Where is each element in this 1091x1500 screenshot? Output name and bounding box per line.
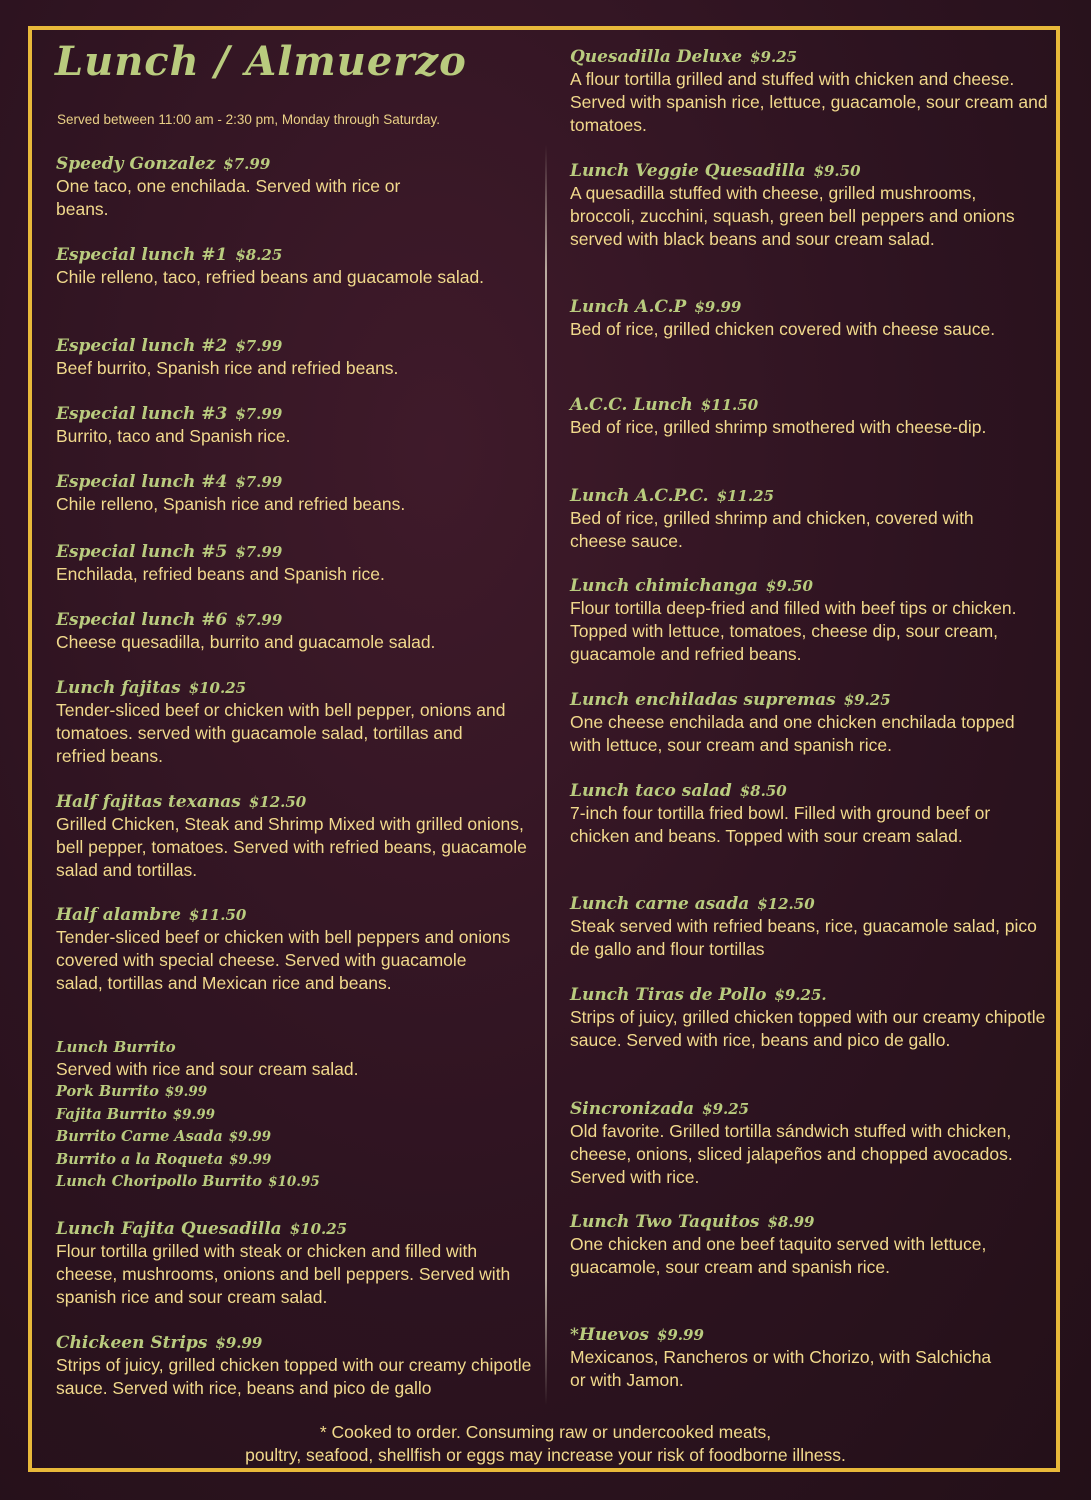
item-price: $10.25 [188, 679, 247, 697]
item-price: $7.99 [235, 611, 283, 629]
food-safety-disclaimer [0, 1421, 1091, 1467]
item-name: Especial lunch #3 $7.99 [56, 404, 283, 424]
item-price: $9.99 [656, 1326, 704, 1344]
item-price: $7.99 [223, 155, 271, 173]
item-price: $10.25 [289, 1220, 348, 1238]
item-description: One chicken and one beef taquito served with lettuce, guacamole, sour cream and spanish rice. [570, 1234, 987, 1277]
item-name: Lunch Fajita Quesadilla $10.25 [56, 1219, 348, 1239]
serving-hours: Served between 11:00 am - 2:30 pm, Monday through Saturday. [57, 112, 440, 127]
menu-item [570, 780, 1060, 848]
item-description: Bed of rice, grilled chicken covered with cheese sauce. [570, 319, 996, 339]
menu-item [56, 904, 546, 995]
menu-item [570, 1211, 1060, 1279]
item-price: $9.25 [843, 691, 891, 709]
menu-item [570, 893, 1060, 961]
item-description: Flour tortilla grilled with steak or chicken and filled with cheese, mushrooms, onions and bell peppers. Served with spanish rice and sour cream salad. [56, 1241, 511, 1307]
item-description: Bed of rice, grilled shrimp and chicken, covered with cheese sauce. [570, 508, 974, 551]
item-name: A.C.C. Lunch $11.50 [570, 395, 759, 415]
item-price: $7.99 [235, 337, 283, 355]
item-name: Especial lunch #1 $8.25 [56, 245, 283, 265]
menu-item [570, 485, 1060, 553]
item-description: Bed of rice, grilled shrimp smothered with cheese-dip. [570, 417, 987, 437]
column-divider [545, 145, 547, 1405]
item-description: Tender-sliced beef or chicken with bell pepper, onions and tomatoes. served with guacamole salad, tortillas and refried beans. [56, 700, 506, 766]
disclaimer-line: poultry, seafood, shellfish or eggs may increase your risk of foodborne illness. [245, 1445, 846, 1465]
item-name: Lunch chimichanga $9.50 [570, 576, 813, 596]
item-description: Chile relleno, Spanish rice and refried beans. [56, 494, 406, 514]
menu-item [570, 984, 1060, 1052]
menu-item [56, 609, 546, 654]
item-description: A flour tortilla grilled and stuffed with chicken and cheese. Served with spanish rice, lettuce, guacamole, sour cream and tomatoes. [570, 69, 1048, 135]
burrito-option: Lunch Choripollo Burrito $10.95 [56, 1173, 320, 1190]
burrito-option: Pork Burrito $9.99 [56, 1083, 208, 1100]
item-price: $11.50 [188, 906, 247, 924]
item-price: $9.50 [765, 577, 813, 595]
item-price: $8.99 [767, 1213, 815, 1231]
item-description: Old favorite. Grilled tortilla sándwich stuffed with chicken, cheese, onions, sliced jalapeños and chopped avocados. Served with rice. [570, 1121, 1013, 1187]
item-name: Chickeen Strips $9.99 [56, 1333, 263, 1353]
burrito-option: Burrito Carne Asada $9.99 [56, 1128, 272, 1145]
menu-item [56, 541, 546, 586]
item-description: Strips of juicy, grilled chicken topped with our creamy chipotle sauce. Served with rice, beans and pico de gallo [56, 1355, 532, 1398]
item-description: 7-inch four tortilla fried bowl. Filled with ground beef or chicken and beans. Topped with sour cream salad. [570, 803, 991, 846]
item-description: Burrito, taco and Spanish rice. [56, 426, 291, 446]
item-description: Grilled Chicken, Steak and Shrimp Mixed with grilled onions, bell pepper, tomatoes. Served with refried beans, guacamole salad and tortillas. [56, 814, 527, 880]
item-price: $7.99 [235, 405, 283, 423]
item-price: $7.99 [235, 473, 283, 491]
item-description: Mexicanos, Rancheros or with Chorizo, with Salchicha or with Jamon. [570, 1347, 992, 1390]
item-name: Especial lunch #6 $7.99 [56, 610, 283, 630]
item-description: Steak served with refried beans, rice, guacamole salad, pico de gallo and flour tortillas [570, 916, 1037, 959]
menu-item [56, 153, 546, 221]
item-name: Lunch Burrito [56, 1038, 176, 1056]
item-description: Served with rice and sour cream salad. [56, 1059, 359, 1079]
item-price: $8.25 [235, 246, 283, 264]
item-name: Lunch Veggie Quesadilla $9.50 [570, 161, 861, 181]
item-name: Half alambre $11.50 [56, 905, 247, 925]
menu-item [56, 335, 546, 380]
item-price: $9.99 [215, 1334, 263, 1352]
item-name: Lunch Tiras de Pollo $9.25. [570, 985, 827, 1005]
menu-item-burrito [56, 1036, 546, 1194]
item-price: $11.25 [716, 487, 775, 505]
item-price: $9.50 [813, 162, 861, 180]
item-price: $12.50 [248, 793, 307, 811]
item-name: Lunch Two Taquitos $8.99 [570, 1212, 815, 1232]
burrito-option: Burrito a la Roqueta $9.99 [56, 1150, 272, 1168]
menu-item [570, 689, 1060, 757]
item-name: Especial lunch #5 $7.99 [56, 542, 283, 562]
item-name: Especial lunch #2 $7.99 [56, 336, 283, 356]
item-name: Speedy Gonzalez $7.99 [56, 154, 271, 174]
item-name: Especial lunch #4 $7.99 [56, 472, 283, 492]
item-price: $9.25. [774, 986, 827, 1004]
item-price: $9.25 [750, 48, 798, 66]
item-description: Flour tortilla deep-fried and filled with beef tips or chicken. Topped with lettuce, tomatoes, cheese dip, sour cream, guacamole and refried beans. [570, 598, 1017, 664]
menu-item [570, 1098, 1060, 1189]
menu-item [570, 575, 1060, 666]
menu-item [56, 244, 546, 289]
item-description: A quesadilla stuffed with cheese, grilled mushrooms, broccoli, zucchini, squash, green bell peppers and onions served with black beans and sour cream salad. [570, 183, 1015, 249]
item-name: Lunch A.C.P.C. $11.25 [570, 486, 775, 506]
menu-item [56, 791, 546, 882]
item-price: $8.50 [739, 782, 787, 800]
item-description: Tender-sliced beef or chicken with bell peppers and onions covered with special cheese. Served with guacamole salad, tortillas and Mexican rice and beans. [56, 927, 511, 993]
item-name: Half fajitas texanas $12.50 [56, 792, 307, 812]
disclaimer-line: * Cooked to order. Consuming raw or undercooked meats, [319, 1422, 772, 1442]
item-name: Lunch taco salad $8.50 [570, 781, 787, 801]
item-price: $11.50 [700, 396, 759, 414]
item-description: Enchilada, refried beans and Spanish rice. [56, 564, 385, 584]
item-name: Lunch fajitas $10.25 [56, 678, 247, 698]
menu-item [56, 1218, 546, 1309]
item-name: Quesadilla Deluxe $9.25 [570, 47, 798, 67]
menu-item [570, 394, 1060, 439]
menu-item [570, 46, 1060, 137]
menu-item [570, 160, 1060, 251]
page-title: Lunch / Almuerzo [55, 38, 467, 85]
item-description: Cheese quesadilla, burrito and guacamole salad. [56, 632, 436, 652]
menu-item [56, 471, 546, 516]
item-name: Lunch A.C.P $9.99 [570, 297, 742, 317]
burrito-option: Fajita Burrito $9.99 [56, 1105, 216, 1123]
item-price: $7.99 [235, 543, 283, 561]
menu-item [56, 1332, 546, 1400]
menu-item [56, 403, 546, 448]
item-price: $12.50 [757, 895, 815, 913]
item-name: Sincronizada $9.25 [570, 1099, 750, 1119]
item-price: $9.99 [694, 298, 742, 316]
menu-item [570, 296, 1060, 341]
item-description: One taco, one enchilada. Served with rice or beans. [56, 176, 401, 219]
item-name: Lunch carne asada $12.50 [570, 894, 815, 914]
item-name: *Huevos $9.99 [570, 1325, 704, 1345]
item-description: Strips of juicy, grilled chicken topped with our creamy chipotle sauce. Served with rice, beans and pico de gallo. [570, 1007, 1046, 1050]
menu-item [570, 1324, 1060, 1392]
item-description: Beef burrito, Spanish rice and refried beans. [56, 358, 399, 378]
menu-item [56, 677, 546, 768]
item-description: One cheese enchilada and one chicken enchilada topped with lettuce, sour cream and spanish rice. [570, 712, 1015, 755]
item-name: Lunch enchiladas supremas $9.25 [570, 690, 891, 710]
item-description: Chile relleno, taco, refried beans and guacamole salad. [56, 267, 485, 287]
item-price: $9.25 [702, 1100, 750, 1118]
